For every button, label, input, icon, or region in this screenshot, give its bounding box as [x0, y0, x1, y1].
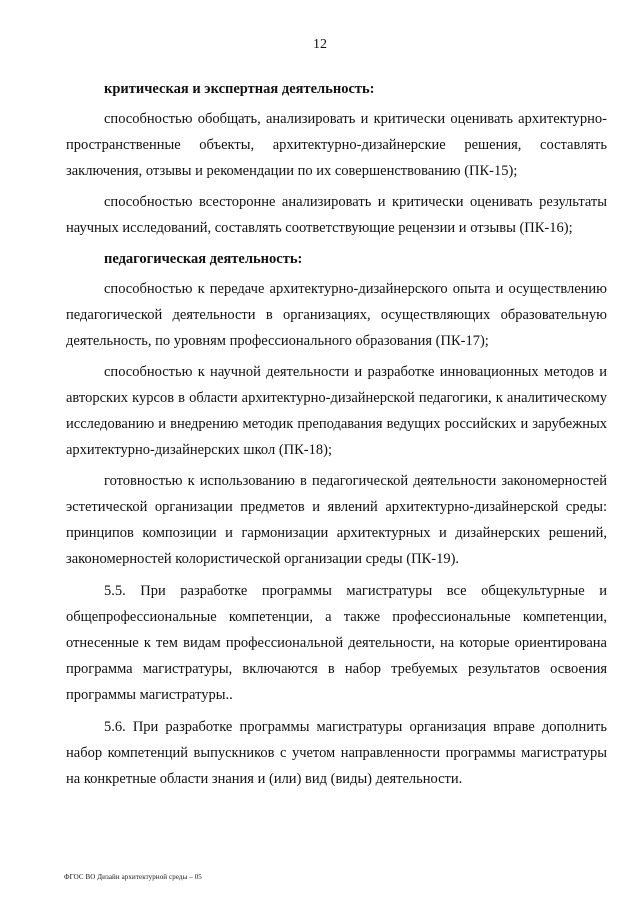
paragraph-pk-17: способностью к передаче архитектурно-дизайнерского опыта и осуществлению педагогической деятельности в организациях, осуществляющих образовательную деятельность, по уровням профессионального образования (ПК-17); [66, 281, 607, 349]
paragraph-pk-18: способностью к научной деятельности и разработке инновационных методов и авторских курсов в области архитектурно-дизайнерской педагогики, к аналитическому исследованию и внедрению методик преподавания ведущих российских и зарубежных архитектурно-дизайнерских школ (ПК-18); [66, 364, 607, 458]
paragraph-pk-15: способностью обобщать, анализировать и критически оценивать архитектурно-пространственные объекты, архитектурно-дизайнерские решения, составлять заключения, отзывы и рекомендации по их совершенствованию (ПК-15); [66, 111, 607, 179]
clause-5-6: 5.6. При разработке программы магистратуры организация вправе дополнить набор компетенций выпускников с учетом направленности программы магистратуры на конкретные области знания и (или) вид (виды) деятельности. [66, 719, 607, 787]
paragraph-pk-19: готовностью к использованию в педагогической деятельности закономерностей эстетической организации предметов и явлений архитектурно-дизайнерской среды: принципов композиции и гармонизации архитектурных и дизайнерских решений, закономерностей колористической организации среды (ПК-19). [66, 473, 607, 567]
paragraph-pk-16: способностью всесторонне анализировать и критически оценивать результаты научных исследований, составлять соответствующие рецензии и отзывы (ПК-16); [66, 194, 607, 236]
page-content [66, 76, 607, 797]
page-number: 12 [313, 37, 327, 52]
section-heading-pedagogical: педагогическая деятельность: [104, 251, 303, 267]
section-heading-critical: критическая и экспертная деятельность: [104, 81, 375, 97]
clause-5-5: 5.5. При разработке программы магистратуры все общекультурные и общепрофессиональные компетенции, а также профессиональные компетенции, отнесенные к тем видам профессиональной деятельности, на которые ориентирована программа магистратуры, включаются в набор требуемых результатов освоения программы магистратуры.. [66, 583, 607, 703]
page-footer: ФГОС ВО Дизайн архитектурной среды – 05 [64, 873, 202, 881]
